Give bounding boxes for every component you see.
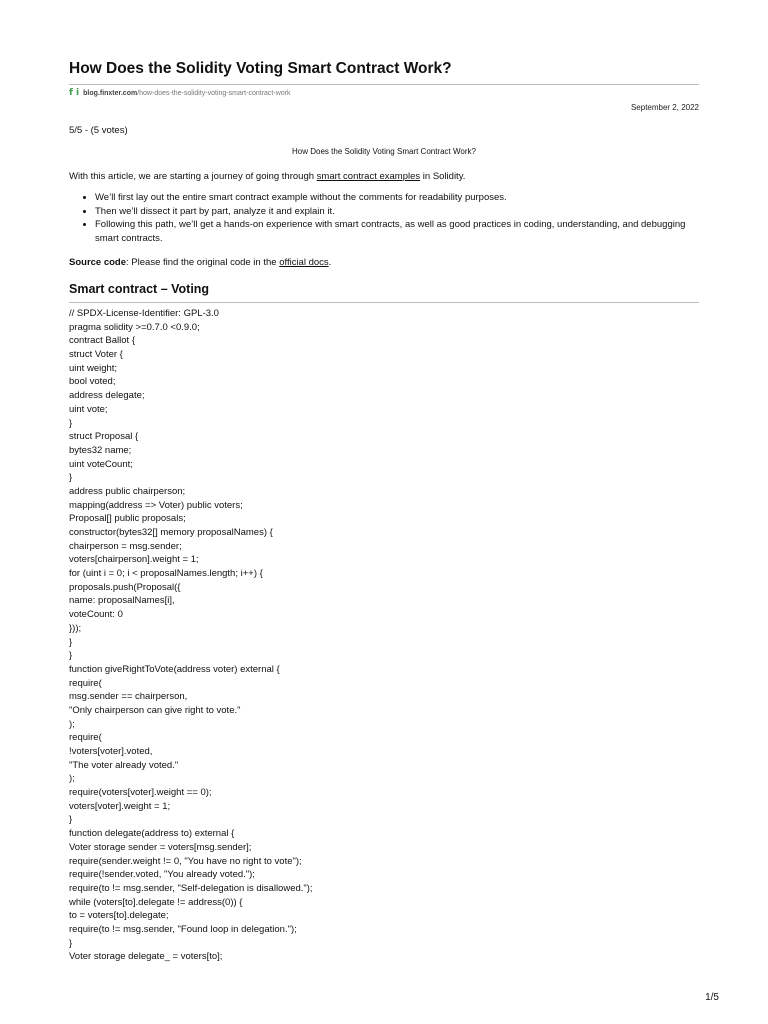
code-line: "Only chairperson can give right to vote." [69,704,241,716]
code-line: mapping(address => Voter) public voters; [69,499,243,511]
code-line: function giveRightToVote(address voter) external { [69,663,280,675]
code-line: ); [69,773,75,785]
intro-text-start: With this article, we are starting a journey of going through [69,171,317,182]
code-line: Proposal[] public proposals; [69,513,186,525]
section-heading: Smart contract – Voting [69,282,210,296]
code-line: require(!sender.voted, "You already voted."); [69,869,255,881]
code-line: pragma solidity >=0.7.0 <0.9.0; [69,321,200,333]
official-docs-link[interactable]: official docs [279,257,329,268]
code-line: require(sender.weight != 0, "You have no right to vote"); [69,855,302,867]
title-divider [69,84,699,85]
code-line: voters[chairperson].weight = 1; [69,554,199,566]
code-line: contract Ballot { [69,335,136,347]
smart-contract-examples-link[interactable]: smart contract examples [316,171,421,182]
code-line: !voters[voter].voted, [69,746,153,757]
code-line: uint weight; [69,362,118,374]
section-divider [69,302,699,303]
code-line: "The voter already voted." [69,759,179,771]
intro-paragraph [69,170,465,183]
code-line: voteCount: 0 [69,609,123,621]
code-line: constructor(bytes32[] memory proposalNames) { [69,527,273,538]
code-line: } [69,417,73,429]
code-line: uint voteCount; [69,458,133,470]
publish-date: September 2, 2022 [630,103,699,112]
code-line: require(to != msg.sender, "Found loop in delegation."); [69,923,297,935]
code-line: require( [69,677,102,689]
code-line: voters[voter].weight = 1; [69,800,171,812]
code-line: } [69,937,73,949]
source-url[interactable] [69,88,290,98]
page-number: 1/5 [705,992,719,1003]
code-line: proposals.push(Proposal({ [69,581,181,593]
code-line: while (voters[to].delegate != address(0)) { [69,896,243,908]
code-line: } [69,814,73,826]
finxter-logo-icon: f i [69,88,80,98]
code-line: Voter storage delegate_ = voters[to]; [69,951,223,963]
code-line: address public chairperson; [69,485,186,497]
bullet-list [69,191,699,246]
code-line: address delegate; [69,390,145,402]
code-line: bytes32 name; [69,444,132,456]
code-line: } [69,636,73,648]
source-code-paragraph [69,257,331,268]
source-code-end: . [328,257,332,268]
source-code-text: : Please find the original code in the [126,257,280,268]
list-item: • Following this path, we’ll get a hands-on experience with smart contracts, as well as good practices in coding, understanding, and debugging smart contracts. [95,218,699,245]
intro-text-end: in Solidity. [420,171,466,182]
code-line: } [69,650,73,662]
code-line: })); [69,622,82,634]
code-line: function delegate(address to) external { [69,828,235,840]
list-item: • Then we’ll dissect it part by part, analyze it and explain it. [95,205,699,219]
code-line: // SPDX-License-Identifier: GPL-3.0 [69,308,219,319]
list-item: • We’ll first lay out the entire smart contract example without the comments for readability purposes. [95,191,699,205]
code-line: msg.sender == chairperson, [69,691,188,703]
code-line: struct Proposal { [69,431,139,443]
source-path: /how-does-the-solidity-voting-smart-contract-work [137,89,291,97]
code-line: require(voters[voter].weight == 0); [69,787,212,799]
rating-text: 5/5 - (5 votes) [69,125,128,136]
code-line: Voter storage sender = voters[msg.sender]; [69,841,252,853]
code-line: struct Voter { [69,349,123,361]
code-line: require(to != msg.sender, "Self-delegation is disallowed."); [69,882,313,894]
code-line: ); [69,718,75,730]
source-domain: blog.finxter.com [83,89,138,97]
image-caption: How Does the Solidity Voting Smart Contract Work? [292,147,476,156]
code-line: } [69,472,73,484]
page-title: How Does the Solidity Voting Smart Contract Work? [69,60,452,77]
code-line: require( [69,732,102,744]
source-code-label: Source code [69,257,127,268]
code-line: name: proposalNames[i], [69,595,175,607]
code-line: chairperson = msg.sender; [69,540,182,552]
code-line: uint vote; [69,403,108,415]
code-line: bool voted; [69,376,116,388]
code-line: for (uint i = 0; i < proposalNames.length; i++) { [69,568,263,580]
code-line: to = voters[to].delegate; [69,910,169,922]
code-block [69,307,313,964]
